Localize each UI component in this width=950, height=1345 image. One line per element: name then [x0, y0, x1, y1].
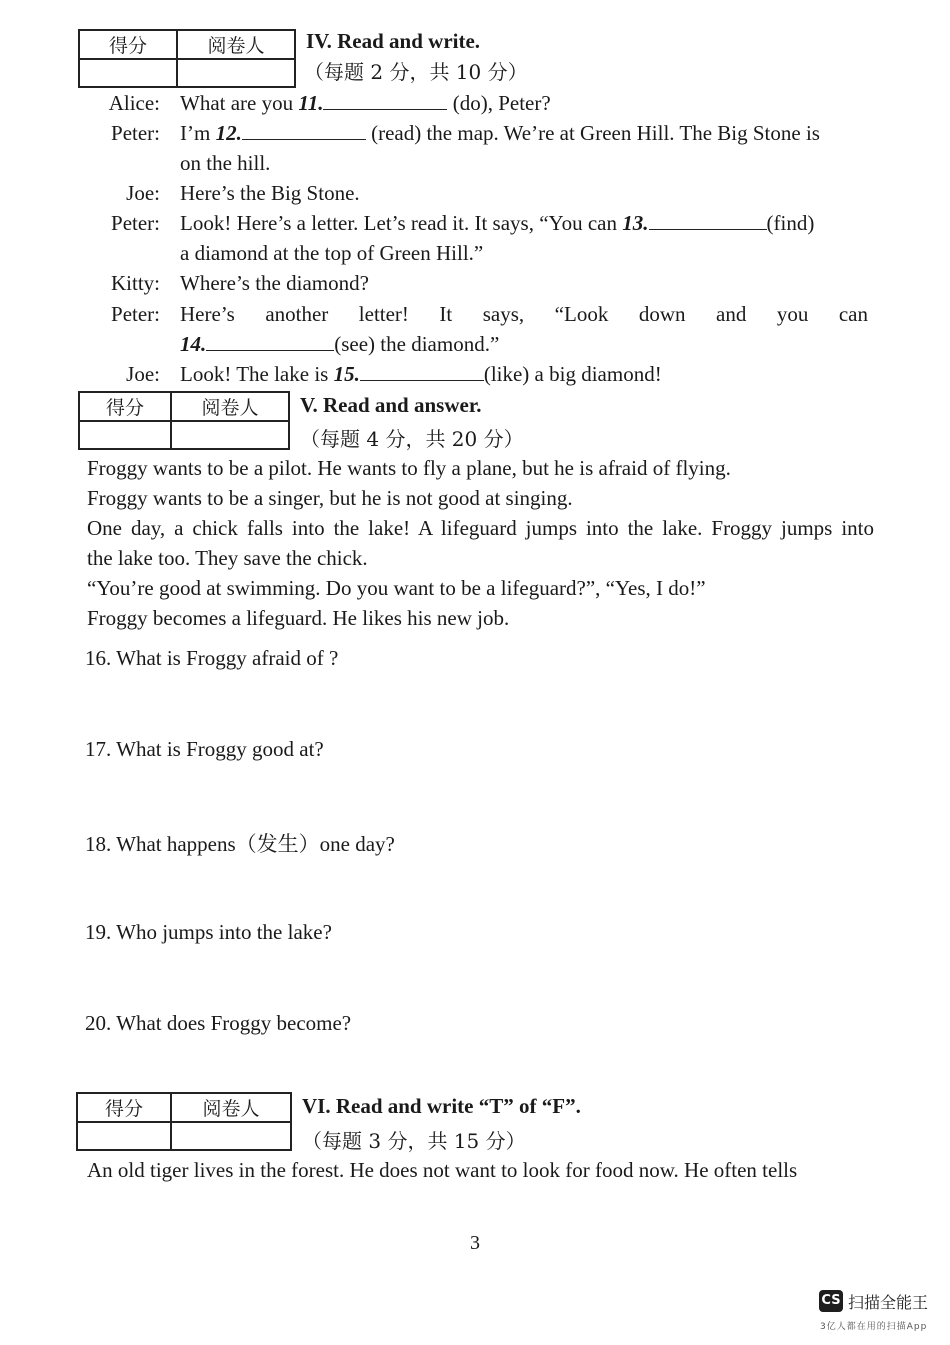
grader-input-cell[interactable] [177, 59, 295, 87]
passage-line: Froggy wants to be a pilot. He wants to fly a plane, but he is afraid of flying. [87, 456, 731, 480]
passage-line: “You’re good at swimming. Do you want to be a lifeguard?”, “Yes, I do!” [87, 576, 706, 600]
question-number: 13. [622, 211, 649, 235]
grader-input-cell[interactable] [171, 1122, 291, 1150]
passage-line: An old tiger lives in the forest. He does not want to look for food now. He often tells [87, 1158, 798, 1182]
score-input-cell[interactable] [77, 1122, 171, 1150]
dialogue-line: Look! Here’s a letter. Let’s read it. It says, “You can 13. (find) [180, 211, 815, 235]
speaker: Joe: [126, 362, 160, 386]
camscanner-tagline: 3亿人都在用的扫描App [820, 1322, 928, 1332]
section-5-points: （每题 4 分，共 20 分） [300, 427, 524, 451]
question-number: 14. [180, 332, 207, 356]
grader-label: 阅卷人 [171, 1093, 291, 1122]
grader-label: 阅卷人 [177, 30, 295, 59]
score-label: 得分 [79, 30, 177, 59]
grader-input-cell[interactable] [171, 421, 289, 449]
dialogue-line: What are you 11. (do), Peter? [180, 91, 551, 115]
section-4-points: （每题 2 分，共 10 分） [304, 60, 528, 84]
speaker: Joe: [126, 181, 160, 205]
question-number: 11. [298, 91, 324, 115]
dialogue-line: Look! The lake is 15. (like) a big diamond! [180, 362, 662, 386]
score-box-section-5 [78, 391, 290, 450]
score-input-cell[interactable] [79, 59, 177, 87]
score-box-section-4 [78, 29, 296, 88]
answer-blank-12[interactable] [242, 123, 366, 140]
question-18: 18. What happens（发生）one day? [85, 832, 395, 856]
question-17: 17. What is Froggy good at? [85, 737, 324, 761]
score-label: 得分 [79, 392, 171, 421]
speaker: Kitty: [110, 271, 160, 295]
grader-label: 阅卷人 [171, 392, 289, 421]
answer-blank-11[interactable] [323, 93, 447, 110]
score-input-cell[interactable] [79, 421, 171, 449]
question-19: 19. Who jumps into the lake? [85, 920, 332, 944]
speaker: Peter: [111, 121, 160, 145]
camscanner-logo-icon: CS [819, 1290, 843, 1312]
passage-line: Froggy wants to be a singer, but he is not good at singing. [87, 486, 573, 510]
dialogue-line: a diamond at the top of Green Hill.” [180, 241, 484, 265]
score-label: 得分 [77, 1093, 171, 1122]
dialogue-line: Here’s another letter! It says, “Look down and you can [180, 302, 868, 326]
question-number: 12. [215, 121, 242, 145]
dialogue-line: on the hill. [180, 151, 271, 175]
section-4-title: IV. Read and write. [306, 29, 481, 53]
score-box-section-6 [76, 1092, 292, 1151]
page-number: 3 [470, 1232, 480, 1254]
dialogue-line: Where’s the diamond? [180, 271, 369, 295]
speaker: Peter: [111, 211, 160, 235]
dialogue-line: 14. (see) the diamond.” [180, 332, 500, 356]
question-20: 20. What does Froggy become? [85, 1011, 352, 1035]
section-6-title: VI. Read and write “T” of “F”. [302, 1094, 581, 1118]
dialogue-line: I’m 12. (read) the map. We’re at Green Hill. The Big Stone is [180, 121, 820, 145]
answer-blank-15[interactable] [360, 364, 484, 381]
passage-line: One day, a chick falls into the lake! A lifeguard jumps into the lake. Froggy jumps into [87, 516, 874, 540]
answer-blank-13[interactable] [649, 213, 767, 230]
question-16: 16. What is Froggy afraid of ? [85, 646, 339, 670]
speaker: Alice: [108, 91, 160, 115]
question-number: 15. [333, 362, 360, 386]
speaker: Peter: [111, 302, 160, 326]
camscanner-name: 扫描全能王 [848, 1293, 929, 1312]
passage-line: Froggy becomes a lifeguard. He likes his new job. [87, 606, 510, 630]
dialogue-line: Here’s the Big Stone. [180, 181, 360, 205]
section-6-points: （每题 3 分，共 15 分） [302, 1129, 526, 1153]
answer-blank-14[interactable] [206, 334, 334, 351]
passage-line: the lake too. They save the chick. [87, 546, 368, 570]
section-5-title: V. Read and answer. [300, 393, 482, 417]
